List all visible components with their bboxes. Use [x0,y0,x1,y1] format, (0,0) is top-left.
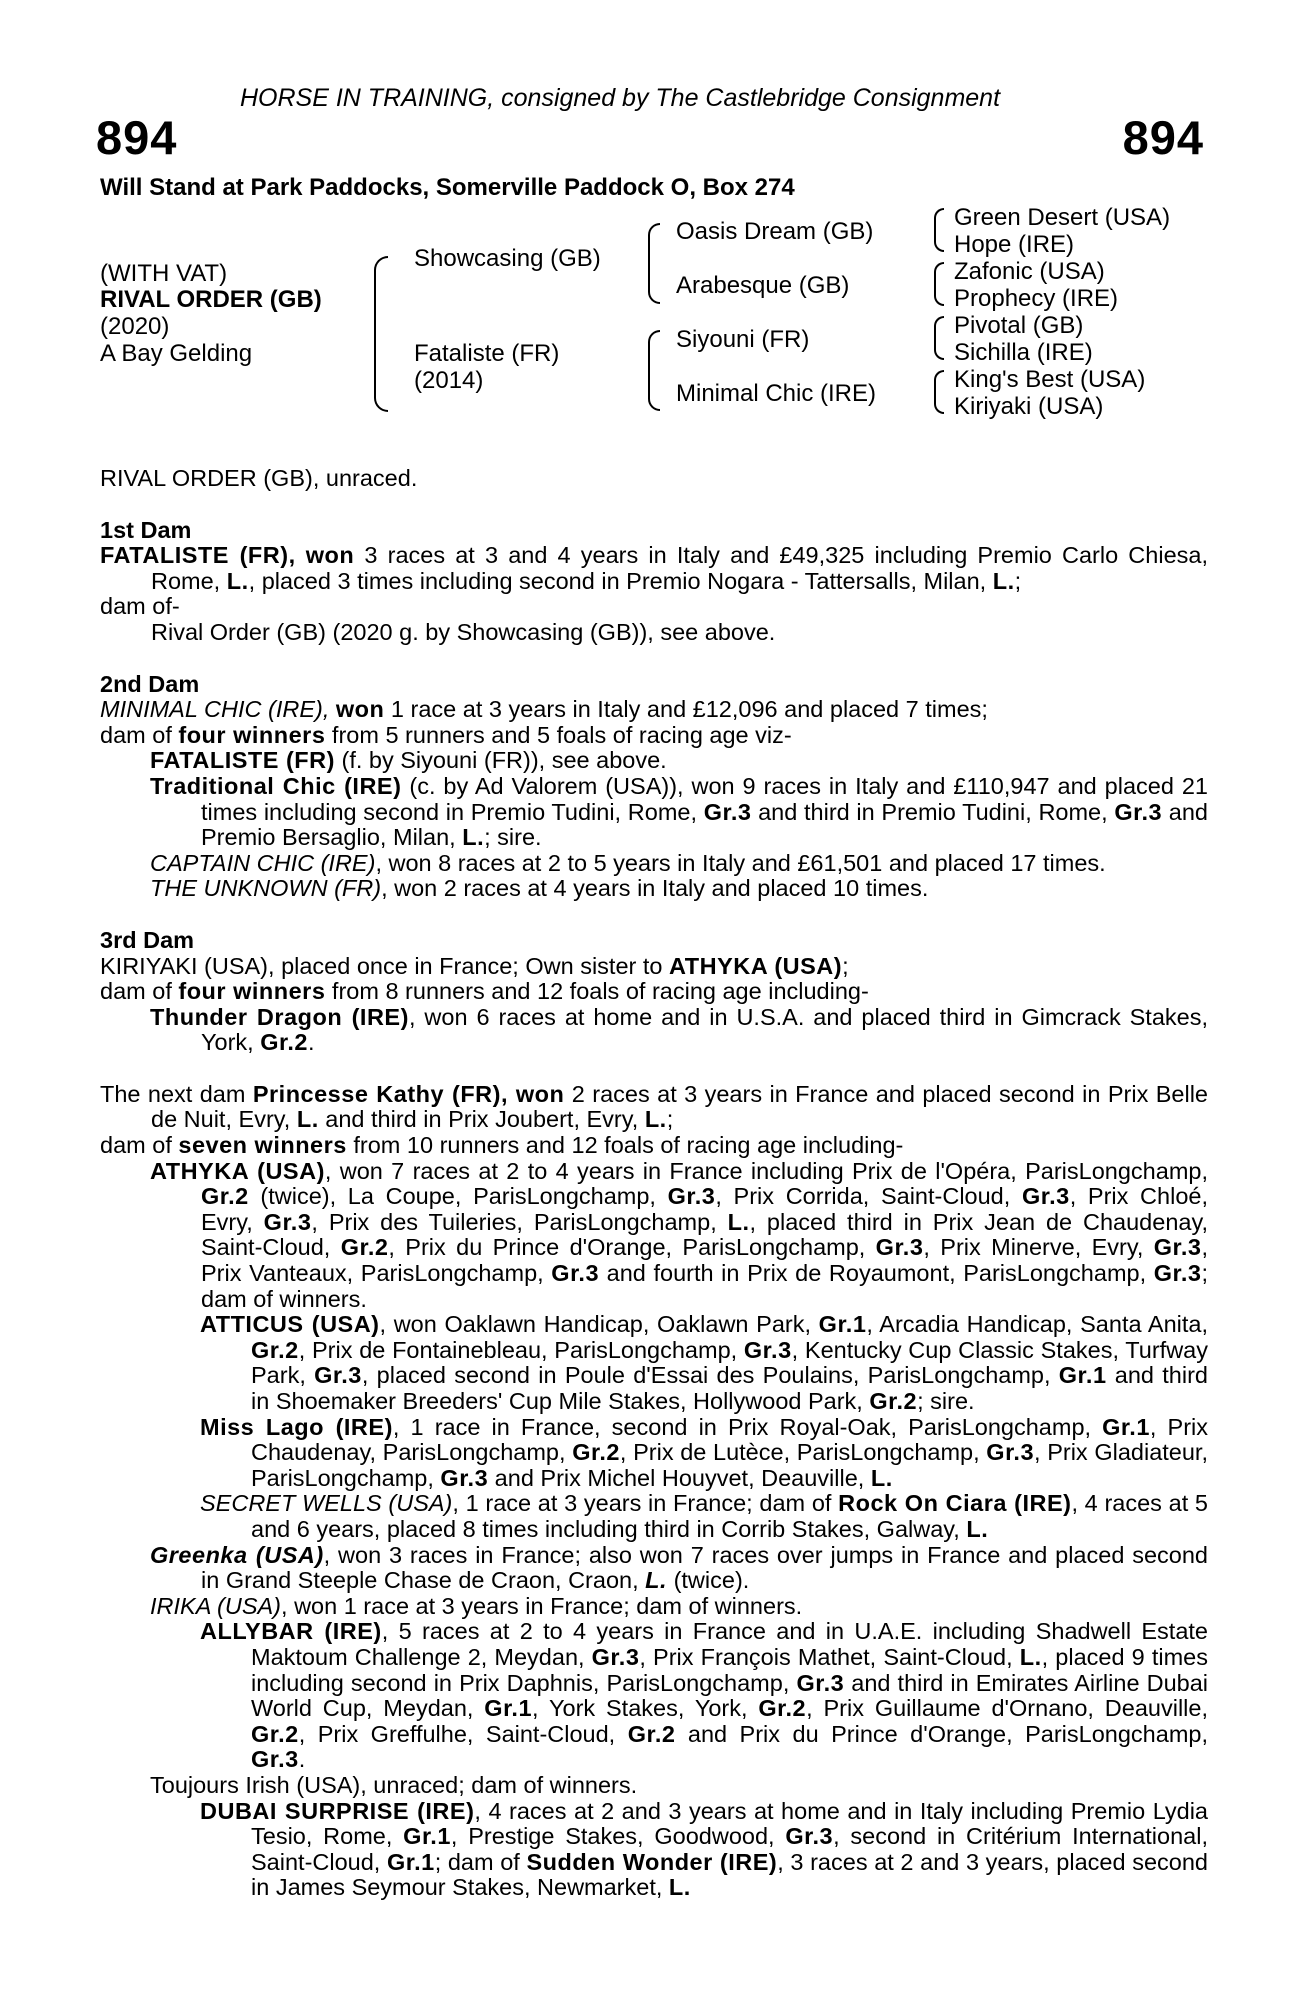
pedigree-gen3-2: Hope (IRE) [954,231,1075,258]
next-dam-text: and third in Prix Joubert, Evry, [318,1106,645,1133]
pedigree-brace [934,208,944,252]
offspring-name: DUBAI SURPRISE (IRE) [200,1797,475,1824]
dam1-text: ; [1014,567,1022,594]
dam1-record [100,543,1208,594]
offspring-text: and Premio Bersaglio, Milan, [201,798,1208,851]
dam-year: (2014) [414,367,484,394]
offspring-text: . [298,1746,306,1773]
offspring-name: THE UNKNOWN (FR) [150,875,382,902]
next-dam-text: The next dam [100,1080,253,1107]
offspring-text: and third in Emirates Airline Dubai World Cup, Meydan, [251,1669,1209,1722]
pedigree-gen3-3: Zafonic (USA) [954,258,1105,285]
offspring-text: , York Stakes, York, [532,1695,759,1722]
offspring-text: , Prix Vanteaux, ParisLongchamp, [201,1234,1208,1287]
offspring-name: Miss Lago (IRE) [200,1413,393,1440]
pedigree-gen2-4: Minimal Chic (IRE) [676,380,877,407]
pedigree-gen3-6: Sichilla (IRE) [954,339,1093,366]
offspring-text: and fourth in Prix de Royaumont, ParisLongchamp, [599,1260,1154,1287]
offspring-text: , second in Critérium International, Saint-Cloud, [251,1823,1208,1875]
listed-badge: L. [668,1874,691,1901]
grade-badge: Gr.3 [1021,1183,1070,1210]
offspring-text: , Prix François Mathet, Saint-Cloud, [639,1643,1020,1670]
offspring-text: , 5 races at 2 to 4 years in France and in U.A.E. including Shadwell Estate Maktoum Challenge 2, Meydan, [251,1618,1209,1670]
offspring-text: , won 6 races at home and in U.S.A. and placed third in Gimcrack Stakes, York, [201,1003,1208,1056]
next-dam-text: ; [666,1106,674,1133]
offspring-name: Sudden Wonder (IRE) [526,1848,778,1875]
dam2-offspring-1 [100,748,1208,774]
grade-badge: Gr.3 [667,1183,716,1210]
offspring-text: , Prix des Tuileries, ParisLongchamp, [311,1208,728,1235]
offspring-text: , placed 9 times including second in Prix Daphnis, ParisLongchamp, [251,1643,1208,1696]
pedigree-gen2-1: Oasis Dream (GB) [676,218,874,245]
offspring-text: and Prix du Prince d'Orange, ParisLongchamp, [675,1720,1208,1747]
offspring-allybar [100,1619,1208,1773]
dam3-damof-text: dam of [100,978,179,1005]
dam3-text: ; [842,952,849,979]
offspring-text: , Prix du Prince d'Orange, ParisLongchamp, [388,1234,876,1261]
horse-name: RIVAL ORDER (GB) [100,286,322,313]
dam2-text: 1 race at 3 years in Italy and £12,096 and placed 7 times; [384,696,988,723]
dam2-name: MINIMAL CHIC (IRE), [100,696,330,723]
dam2-damof [100,723,1208,749]
offspring-text: ; dam of winners. [201,1260,1208,1312]
dam3-damof-text: from 8 runners and 12 foals of racing age including- [325,978,869,1005]
grade-badge: Gr.2 [869,1388,918,1414]
offspring-text: , Prix Guillaume d'Ornano, Deauville, [806,1695,1208,1722]
grade-badge: Gr.3 [875,1234,924,1261]
offspring-text: ; dam of [434,1848,527,1875]
offspring-text: (f. by Siyouni (FR)), see above. [334,747,667,774]
listed-badge: L. [1019,1643,1042,1670]
grade-badge: Gr.3 [1153,1234,1202,1261]
pedigree-gen3-4: Prophecy (IRE) [954,285,1119,312]
pedigree-brace [374,256,388,412]
offspring-text: , won 2 races at 4 years in Italy and placed 10 times. [381,875,929,902]
dam3-winners: four winners [178,978,326,1005]
grade-badge: Gr.1 [818,1311,867,1338]
grade-badge: Gr.3 [440,1464,489,1491]
consignment-header: HORSE IN TRAINING, consigned by The Castlebridge Consignment [240,84,1001,112]
grade-badge: Gr.3 [1153,1260,1202,1287]
offspring-text: , 4 races at 2 and 3 years at home and in Italy including Premio Lydia Tesio, Rome, [251,1797,1208,1850]
dam3-sister: ATHYKA (USA) [669,952,843,979]
offspring-name: ATTICUS (USA) [200,1311,380,1338]
grade-badge: Gr.2 [758,1695,807,1722]
dam2-won: won [335,696,385,723]
grade-badge: Gr.3 [314,1362,362,1389]
dam2-offspring-4 [100,876,1208,902]
grade-badge: Gr.2 [340,1234,389,1261]
grade-badge: Gr.3 [796,1669,845,1696]
horse-year: (2020) [100,313,170,340]
grade-badge: Gr.3 [743,1336,792,1363]
grade-badge: Gr.3 [703,798,752,825]
offspring-text: , Prix de Lutèce, ParisLongchamp, [619,1439,987,1466]
dam2-heading: 2nd Dam [100,670,200,697]
listed-badge: L. [870,1464,893,1491]
offspring-text: and third in Shoemaker Breeders' Cup Mile Stakes, Hollywood Park, [251,1362,1208,1414]
grade-badge: Gr.3 [986,1439,1035,1466]
offspring-text: , won 8 races at 2 to 5 years in Italy and £61,501 and placed 17 times. [375,849,1106,876]
offspring-text: , placed second in Poule d'Essai des Poulains, ParisLongchamp, [361,1362,1059,1389]
grade-badge: Gr.2 [201,1183,249,1210]
dam1-won: won [305,542,355,569]
dam3-text: KIRIYAKI (USA), placed once in France; Own sister to [100,952,670,979]
pedigree-gen2-2: Arabesque (GB) [676,272,850,299]
offspring-text: , won 7 races at 2 to 4 years in France including Prix de l'Opéra, ParisLongchamp, [324,1157,1208,1184]
offspring-name: FATALISTE (FR) [150,747,335,774]
dam2-damof-text: from 5 runners and 5 foals of racing age viz- [325,721,792,748]
next-dam-text: 2 races at 3 years in France and placed second in Prix Belle de Nuit, Evry, [151,1080,1208,1133]
offspring-text: (twice). [667,1567,750,1594]
offspring-dubai-surprise [100,1799,1208,1901]
grade-badge: Gr.1 [386,1848,435,1875]
grade-badge: Gr.2 [572,1439,620,1466]
grade-badge: Gr.3 [1114,798,1163,825]
offspring-name: CAPTAIN CHIC (IRE) [150,849,376,876]
pedigree-gen3-7: King's Best (USA) [954,366,1146,393]
grade-badge: Gr.2 [251,1336,299,1363]
race-summary: RIVAL ORDER (GB), unraced. [100,465,418,491]
listed-badge: L. [966,1515,989,1542]
offspring-text: , won 3 races in France; also won 7 races over jumps in France and placed second in Grand Steeple Chase de Craon, Craon, [201,1541,1209,1594]
catalogue-body [100,466,1208,1901]
offspring-text: , Prix Chloé, Evry, [201,1183,1208,1235]
dam1-text: , placed 3 times including second in Premio Nogara - Tattersalls, Milan, [248,567,993,594]
dam1-text: 3 races at 3 and 4 years in Italy and £49,325 including Premio Carlo Chiesa, Rome, [151,542,1208,594]
listed-badge: L. [462,824,485,851]
offspring-irika [100,1594,1208,1620]
pedigree-gen3-8: Kiriyaki (USA) [954,393,1104,420]
grade-badge: Gr.2 [627,1720,676,1747]
sire-name: Showcasing (GB) [414,245,601,272]
next-dam-damof [100,1133,1208,1159]
offspring-text: , Kentucky Cup Classic Stakes, Turfway Park, [251,1336,1208,1389]
offspring-athyka [100,1159,1208,1313]
offspring-text: , 1 race at 3 years in France; dam of [452,1490,839,1517]
offspring-atticus [100,1312,1208,1414]
pedigree-gen2-3: Siyouni (FR) [676,326,810,353]
grade-badge: Gr.2 [251,1720,299,1747]
next-dam-damof-text: dam of [100,1132,179,1159]
pedigree-brace [648,223,660,304]
offspring-text: , Prix Minerve, Evry, [923,1234,1154,1261]
offspring-text: (twice), La Coupe, ParisLongchamp, [248,1183,668,1210]
dam2-winners: four winners [178,721,326,748]
dam1-damof: dam of- [100,593,180,620]
pedigree-gen3-1: Green Desert (USA) [954,204,1171,231]
grade-badge: Gr.3 [263,1208,312,1235]
dam1-name: FATALISTE (FR), [100,542,296,569]
offspring-text: , Arcadia Handicap, Santa Anita, [866,1311,1208,1338]
offspring-text: and third in Premio Tudini, Rome, [751,798,1115,825]
offspring-text: and Prix Michel Houyvet, Deauville, [488,1464,871,1491]
offspring-secret-wells [100,1491,1208,1542]
next-dam-winners: seven winners [178,1132,347,1159]
lot-number-left: 894 [96,111,178,164]
offspring-text: , Prix Corrida, Saint-Cloud, [715,1183,1022,1210]
offspring-name: Rock On Ciara (IRE) [838,1490,1072,1517]
pedigree-brace [934,262,944,306]
offspring-text: , Prix Greffulhe, Saint-Cloud, [298,1720,628,1747]
vat-note: (WITH VAT) [100,260,228,287]
listed-badge: L. [226,567,249,594]
horse-description: A Bay Gelding [100,340,253,367]
offspring-name: ALLYBAR (IRE) [200,1618,382,1645]
dam2-record [100,697,1208,723]
offspring-text: , 3 races at 2 and 3 years, placed second in James Seymour Stakes, Newmarket, [251,1848,1208,1901]
offspring-text: , won 1 race at 3 years in France; dam of winners. [281,1592,803,1619]
dam-name: Fataliste (FR) [414,340,560,367]
listed-badge: L. [645,1567,668,1594]
listed-badge: L. [644,1106,667,1133]
next-dam-name: Princesse Kathy (FR), won [252,1080,565,1107]
dam3-offspring-1 [100,1005,1208,1056]
grade-badge: Gr.2 [260,1029,308,1056]
grade-badge: Gr.1 [1058,1362,1107,1389]
offspring-text: ; sire. [917,1388,975,1414]
offspring-name: IRIKA (USA) [150,1592,282,1619]
offspring-text: . [307,1029,315,1056]
offspring-name: ATHYKA (USA) [150,1157,325,1184]
pedigree-brace [648,330,660,411]
grade-badge: Gr.3 [591,1643,640,1670]
dam1-heading: 1st Dam [100,516,192,543]
grade-badge: Gr.3 [551,1260,600,1287]
pedigree-brace [934,370,944,414]
next-dam-record [100,1082,1208,1133]
offspring-text: , Prestige Stakes, Goodwood, [450,1823,786,1850]
pedigree-gen3-5: Pivotal (GB) [954,312,1084,339]
offspring-miss-lago [100,1415,1208,1492]
listed-badge: L. [296,1106,319,1133]
grade-badge: Gr.1 [1102,1413,1150,1440]
offspring-text: , won Oaklawn Handicap, Oaklawn Park, [379,1311,819,1338]
next-dam-damof-text: from 10 runners and 12 foals of racing age including- [346,1132,904,1159]
offspring-text: , placed third in Prix Jean de Chaudenay, Saint-Cloud, [201,1208,1208,1261]
dam3-damof [100,979,1208,1005]
offspring-text: (c. by Ad Valorem (USA)), won 9 races in Italy and £110,947 and placed 21 times including second in Premio Tudini, Rome, [201,772,1208,825]
dam2-damof-text: dam of [100,721,179,748]
offspring-text: , Prix de Fontainebleau, ParisLongchamp, [298,1336,744,1363]
offspring-toujours-irish: Toujours Irish (USA), unraced; dam of winners. [150,1771,638,1798]
stand-location: Will Stand at Park Paddocks, Somerville Paddock O, Box 274 [100,174,795,201]
grade-badge: Gr.3 [251,1746,299,1773]
dam2-offspring-3 [100,851,1208,877]
listed-badge: L. [727,1208,750,1235]
offspring-name: Thunder Dragon (IRE) [150,1003,409,1030]
dam2-offspring-2 [100,774,1208,851]
offspring-name: Traditional Chic (IRE) [150,772,402,799]
dam1-offspring: Rival Order (GB) (2020 g. by Showcasing (GB)), see above. [151,618,776,645]
offspring-text: ; sire. [484,824,542,851]
offspring-text: , 4 races at 5 and 6 years, placed 8 times including third in Corrib Stakes, Galway, [251,1490,1208,1542]
offspring-text: , Prix Gladiateur, ParisLongchamp, [251,1439,1208,1491]
grade-badge: Gr.1 [484,1695,533,1722]
dam3-record [100,954,1208,980]
pedigree-brace [934,316,944,360]
lot-number-right: 894 [1122,111,1204,164]
offspring-greenka [100,1543,1208,1594]
grade-badge: Gr.1 [403,1823,451,1850]
offspring-name: Greenka (USA) [150,1541,324,1568]
offspring-text: , Prix Chaudenay, ParisLongchamp, [251,1413,1208,1466]
listed-badge: L. [992,567,1015,594]
offspring-text: , 1 race in France, second in Prix Royal-Oak, ParisLongchamp, [392,1413,1103,1440]
dam3-heading: 3rd Dam [100,926,195,953]
offspring-name: SECRET WELLS (USA) [200,1490,453,1517]
grade-badge: Gr.3 [785,1823,834,1850]
